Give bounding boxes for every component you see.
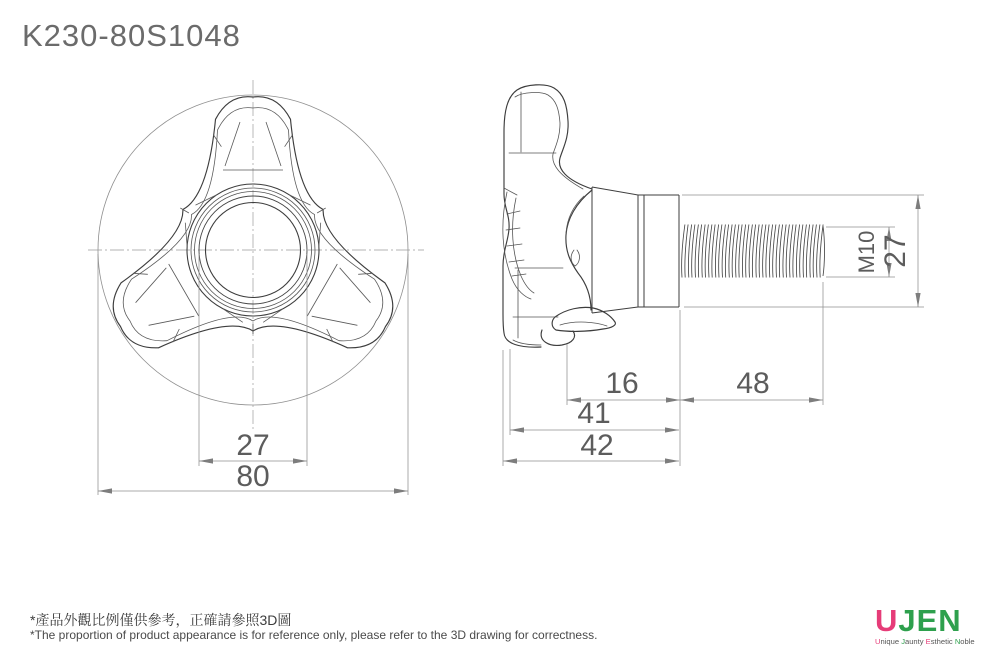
side-knob-back-lens [503,192,534,299]
dim-text-48: 48 [736,367,770,400]
dimension-lines [98,195,924,495]
side-knob-bottom-foot [541,330,574,345]
dimension-arrow [665,427,679,432]
footnote-chinese: *產品外觀比例僅供參考，正確請參照3D圖 [30,612,292,628]
dimension-arrow [680,397,694,402]
dimension-arrow [510,427,524,432]
footnote-english: *The proportion of product appearance is for reference only, please refer to the 3D drawing for correctness. [30,628,598,642]
ujen-logo-wordmark [875,603,985,638]
dim-text-16: 16 [605,367,639,400]
dimension-arrow [666,397,680,402]
tagline-word: Jaunty [901,637,926,646]
dim-text-front-27: 27 [236,429,270,462]
dim-text-m10: M10 [854,230,879,274]
dimension-arrow [915,293,920,307]
dim-text-41: 41 [577,397,611,430]
logo-letters-jen: JEN [898,603,962,638]
dimension-arrow [915,195,920,209]
dimension-arrow [98,488,112,493]
tagline-word: Esthetic [925,637,955,646]
ujen-logo-tagline [875,637,985,646]
ujen-logo [875,603,985,646]
dimension-arrow [809,397,823,402]
dimension-arrow [199,458,213,463]
dimension-arrow [293,458,307,463]
dimension-arrow [503,458,517,463]
logo-letter-u: U [875,603,899,638]
dim-text-front-80: 80 [236,460,270,493]
dimension-arrow [394,488,408,493]
threaded-stud [682,225,825,278]
hub-cone-cylinder [592,187,679,313]
tagline-word: Unique [875,637,902,646]
tagline-word: Noble [954,637,975,646]
dimensions [98,195,924,495]
dimension-arrows [98,195,921,494]
dim-text-42: 42 [580,429,614,462]
dim-text-side-27: 27 [879,234,912,268]
part-number-title: K230-80S1048 [22,18,241,53]
dimension-arrow [665,458,679,463]
side-view [503,85,825,347]
side-knob-front-face [566,190,592,310]
front-view [88,80,424,430]
